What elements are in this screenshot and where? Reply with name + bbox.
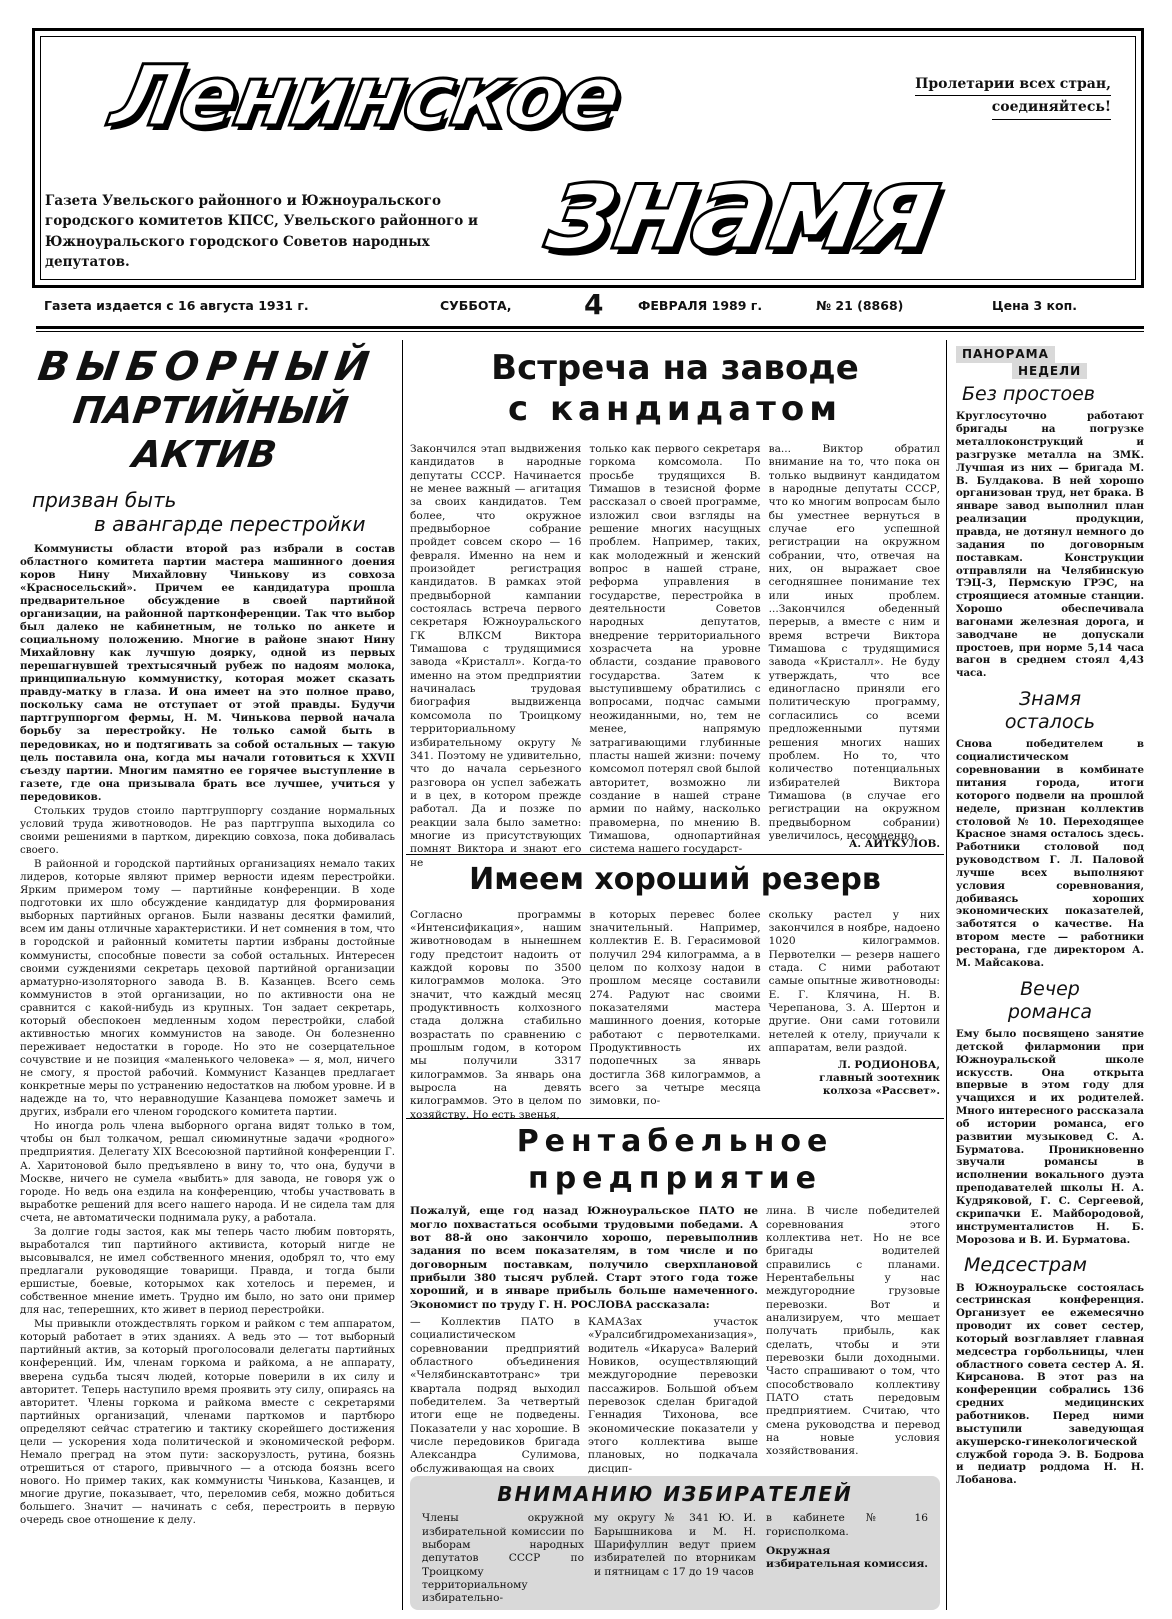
- rentabelnoe-subcols: [410, 1316, 758, 1476]
- aktiv-paragraph: Но иногда роль члена выборного органа видят только в том, чтобы он был толкачом, решал сиюминутные задачи «родного» предприятия. Делегату XIX Всесоюзной партийной конференции Г. А. Харитоновой было предъявлено в вину то, что она, будучи в Москве, ничего не сумела «выбить» для завода, не говоря уж о городе. Но ведь она ездила на конференцию, чтобы участвовать в выработке решений для всего нашего народа. И не сидела там для счета, не автоматически поднимала руку, а работала.: [20, 1120, 395, 1224]
- column-divider: [402, 340, 403, 1610]
- notice-col3: в кабинете № 16 горисполкома.: [766, 1512, 928, 1538]
- dateline: [44, 288, 1134, 321]
- slogan: [915, 73, 1111, 120]
- vstrecha-title-line2: с кандидатом: [507, 389, 843, 430]
- panorama-s1-text: Круглосуточно работают бригады на погрузке металлоконструкций и разгрузке металла на ЗМК. Лучшая из них — бригада М. В. Булдакова. В ней хорошо организован труд, нет брака. В январе завод выполнил план реализации продукции, правда, не дотянул немного до задания по договорным поставкам. Конструкции отправляли на Челябинскую ТЭЦ-3, Пермскую ГРЭС, на строящиеся атомные станции. Хорошо обеспечивала вагонами железная дорога, и заводчане не допускали простоев, при норме 5,14 часа вагон в среднем стоял 4,43 часа.: [956, 410, 1144, 680]
- rentabelnoe-col2: КАМАЗах участок «Уралсибгидромеханизация», водитель «Икаруса» Валерий Новиков, осуществляющий междугородние перевозки пассажиров. Большой объем перевозок сделан бригадой Геннадия Тихонова, все экономические показатели у этого коллектива выше плановых, но подкачала дисцип-: [588, 1315, 758, 1475]
- month-year: ФЕВРАЛЯ 1989 г.: [638, 298, 763, 313]
- notice-col1: Члены окружной избирательной комиссии по выборам народных депутатов СССР по Троицкому территориальному избирательно-: [422, 1512, 584, 1605]
- panorama-label: ПАНОРАМА: [956, 346, 1055, 363]
- aktiv-paragraph: Коммунисты области второй раз избрали в состав областного комитета партии мастера машинного доения коров Нину Михайловну Чинькову из совхоза «Красносельский». Причем ее кандидатура прошла предварительное обсуждение в своей партийной организации, на районной партконференции. Так что выбор был далеко не кабинетным, не только по анкете и социальному положению. Многие в районе знают Нину Михайловну как лучшую доярку, одной из первых перешагнувшей трехтысячный рубеж по надоям молока, принципиальную коммунистку, которая может сказать правду-матку в глаза. И она имеет на это полное право, поскольку сама не отступает от этой правды. Будучи партгруппоргом фермы, Н. М. Чинькова первой начала борьбу за перестройку. Не только самой быть в передовиках, но и подтягивать за собой остальных — такую цель поставила она, когда мы начали готовиться к XXVII съезду партии. Многим памятно ее горячее выступление в газете, где она призывала брать все лучшее, учиться у передовиков.: [20, 542, 395, 803]
- column-divider: [946, 340, 947, 1610]
- aktiv-paragraph: За долгие годы застоя, как мы теперь часто любим повторять, выработался тип партийного активиста, который нигде не высовывался, не имел собственного мнения, одобрял то, что ему предлагали руководящие товарищи. Правда, и тогда были ершистые, боевые, которымох как хотелось и перемен, и собственное мнение иметь. Трудно им было, но зато они пример для нас, теперешних, кто живет в период перестройки.: [20, 1225, 395, 1317]
- rentabelnoe-lead: Пожалуй, еще год назад Южноуральское ПАТО не могло похвастаться особыми трудовыми победами. А вот 88-й оно закончило хорошо, перевыполнив задания по всем показателям, в том числе и по договорным поставкам, получило сверхплановой прибыли 380 тысяч рублей. Старт этого года тоже хороший, и в январе прибыль больше намеченного. Экономист по труду Г. Н. РОСЛОВА рассказала:: [410, 1205, 758, 1311]
- weekday: СУББОТА,: [440, 298, 512, 313]
- header-rule: [36, 326, 1144, 329]
- vstrecha-signature: А. АИТКУЛОВ.: [848, 837, 940, 850]
- panorama-s1-title: Без простоев: [962, 383, 1095, 406]
- day-number: 4: [584, 288, 604, 321]
- panorama-s2-title-line2: осталось: [1004, 711, 1096, 734]
- panorama-column: [956, 346, 1144, 1612]
- issue-number: № 21 (8868): [816, 298, 904, 313]
- vstrecha-col2: только как первого секретаря горкома комсомола. По просьбе трудящихся В. Тимашов в тезисной форме рассказал о своей программе, изложил свои взгляды на решение многих насущных проблем. Например, таких, как молодежный и женский вопрос в нашей стране, реформа управления в государстве, перестройка в деятельности Советов народных депутатов, внедрение территориального хозрасчета на уровне области, создание правового государства. Затем к выступившему обратились с вопросами, подчас самыми неожиданными, но, тем не менее, напрямую затрагивающими глубинные пласты нашей жизни: почему комсомол потерял свой былой авторитет, возможно ли создание в нашей стране армии по найму, насколько правомерна, по мнению В. Тимашова, однопартийная система нашего государст-: [589, 442, 761, 856]
- notice-signature: Окружная избирательная комиссия.: [766, 1545, 928, 1571]
- vstrecha-title-line1: Встреча на заводе: [491, 348, 859, 388]
- notice-box: [410, 1476, 940, 1610]
- rezerv-col3: скольку растел у них закончился в ноябре, надоено 1020 килограммов. Первотелки — резерв нашего стада. С ними работают самые опытные животноводы: Е. Г. Клячина, Н. В. Черепанова, З. А. Шертон и другие. Они сами готовили нетелей к отелу, приучали к аппаратам, вели раздой.: [768, 908, 940, 1055]
- rentabelnoe-body: [410, 1205, 940, 1483]
- rezerv-col3-wrap: [769, 909, 940, 1121]
- masthead: [32, 28, 1144, 288]
- section-rule: [406, 854, 944, 855]
- vstrecha-col3: ва... Виктор обратил внимание на то, что пока он только выдвинут кандидатом в народные депутаты СССР, что ко многим вопросам было бы уместнее вернуться в случае его успешной регистрации на окружном собрании, что, отвечая на них, он выражает свое сегодняшнее понимание тех или иных проблем. ...Закончился обеденный перерыв, а вместе с ним и время встречи Виктора Тимашова с трудящимися завода «Кристалл». Не буду утверждать, что все единогласно приняли его политическую программу, согласились со всеми предложенными путями решения многих наших проблем. Но то, что количество потенциальных избирателей Виктора Тимашова (в случае его регистрации на окружном предвыборном собрании) увеличилось, несомненно.: [768, 442, 940, 842]
- rezerv-col1: Согласно программы «Интенсификация», нашим животноводам в нынешнем году предстоит надоить от каждой коровы по 3500 килограммов молока. Это значит, что каждый месяц продуктивность колхозного стада должна стабильно возрастать по сравнению с прошлым годом, в котором мы получили 3317 килограммов. За январь она выросла на девять килограммов. Это в целом по хозяйству. Но есть звенья,: [410, 908, 582, 1121]
- slogan-line1: Пролетарии всех стран,: [915, 73, 1111, 96]
- notice-col2: му округу № 341 Ю. И. Барышникова и М. Н. Шарифуллин ведут прием избирателей по вторникам и пятницам с 17 до 19 часов: [594, 1512, 756, 1578]
- rezerv-signature-name: Л. РОДИОНОВА,: [837, 1059, 940, 1072]
- panorama-s4-text: В Южноуральске состоялась сестринская конференция. Организует ее ежемесячно проводит их совет сестер, который возглавляет главная медсестра горбольницы, член областного совета сестер А. Я. Кирсанова. В этот раз на конференции собрались 136 средних медицинских работников. Перед ними выступили заведующая акушерско-гинекологической службой города Э. В. Бодрова и педиатр роддома Н. Н. Лобанова.: [956, 1281, 1144, 1487]
- aktiv-subtitle-line1: призван быть: [32, 487, 177, 512]
- panorama-label-week: НЕДЕЛИ: [1012, 363, 1087, 380]
- rentabelnoe-title-line1: Рентабельное: [516, 1124, 834, 1159]
- section-rule: [406, 1118, 944, 1119]
- rezerv-col2: в которых перевес более значительный. Например, коллектив Е. В. Герасимовой получил 294 килограмма, а в целом по колхозу надои в прошлом месяце составили 274. Радуют нас своими показателями мастера машинного доения, которые работают с первотелками. Продуктивность их подопечных за январь достигла 368 килограммов, а всего за четыре месяца зимовки, по-: [589, 908, 761, 1108]
- rezerv-title: Имеем хороший резерв: [469, 862, 881, 897]
- rentabelnoe-col1: — Коллектив ПАТО в социалистическом соревновании предприятий областного объединения «Челябинскавтотранс» три квартала подряд выходил победителем. За четвертый итоги еще не подведены. Показатели у нас хорошие. В числе передовиков бригада Александра Сулимова, обслуживающая на своих: [410, 1315, 580, 1475]
- article-rentabelnoe: [410, 1124, 940, 1483]
- rezerv-columns: [410, 909, 940, 1121]
- rentabelnoe-left-block: [410, 1205, 758, 1483]
- article-aktiv: [20, 345, 395, 1528]
- aktiv-body: [20, 543, 395, 1528]
- panorama-s2-title-line1: Знамя: [1018, 688, 1081, 711]
- newspaper-title-line2: знамя: [538, 138, 950, 276]
- founded-text: Газета издается с 16 августа 1931 г.: [44, 298, 309, 313]
- panorama-s2-text: Снова победителем в социалистическом соревновании в комбинате питания города, итоги которого подвели на прошлой неделе, признан коллектив столовой № 10. Переходящее Красное знамя осталось здесь. Работники столовой под руководством Г. Л. Паловой лучше всех выполняют условия соревнования, добиваясь хороших экономических показателей, заботятся о качестве. На втором месте — работники ресторана, где директором А. М. Майсакова.: [956, 738, 1144, 969]
- aktiv-paragraph: Мы привыкли отождествлять горком и райком с тем аппаратом, который работает в этих зданиях. А ведь это — тот выборный партийный актив, за который проголосовали делегаты партийных конференций. Им, членам горкома и райкома, а не аппарату, вверена судьба тысяч людей, которые поверили в их силу и авторитет. Теперь наступило время проявить эту силу, опираясь на авторитет. Члены горкома и райкома вместе с секретарями партийных организаций, членами парткомов и партбюро определяют сейчас стратегию и тактику скорейшего достижения цели — ускорения хода политической и экономической реформ. Немало преград на этом пути: заскорузлость, рутина, боязнь отрешиться от старого, привычного — а отсюда боязнь всего нового. Но пример таких, как коммунисты Чинькова, Казанцев, и многие другие, показывает, что, переломив себя, можно добиться большего. Значит — начинать с себя, перестроить в первую очередь свое отношение к делу.: [20, 1318, 395, 1527]
- rezerv-signature-role: главный зоотехник колхоза «Рассвет».: [819, 1072, 940, 1097]
- price: Цена 3 коп.: [992, 298, 1078, 313]
- header-rule-thin: [36, 331, 1144, 332]
- newspaper-title-line1: Ленинское: [104, 47, 627, 145]
- aktiv-title-line2: ПАРТИЙНЫЙ АКТИВ: [70, 389, 351, 477]
- slogan-line2: соединяйтесь!: [992, 96, 1111, 119]
- rentabelnoe-title-line2: предприятие: [527, 1160, 823, 1196]
- aktiv-title-line1: ВЫБОРНЫЙ: [35, 344, 380, 390]
- aktiv-paragraph: Стольких трудов стоило партгруппоргу создание нормальных условий труда животноводов. Не раз партгруппа выходила со своими решениями в партком, дирекцию совхоза, пока добивалась своего.: [20, 804, 395, 856]
- notice-title: ВНИМАНИЮ ИЗБИРАТЕЛЕЙ: [497, 1482, 853, 1506]
- aktiv-subtitle-line2: в авангарде перестройки: [94, 512, 366, 537]
- panorama-s3-title-line2: романса: [1007, 1000, 1093, 1023]
- notice-columns: [422, 1512, 928, 1605]
- panorama-s3-title-line1: Вечер: [1020, 977, 1080, 1000]
- panorama-s3-text: Ему было посвящено занятие детской филармонии при Южноуральской школе искусств. Она открыта впервые в этом году для учащихся и их родителей. Много интересного рассказала об истории романса, его развитии музыковед С. А. Бурматова. Проникновенно звучали романсы в исполнении вокального дуэта преподавателей школы Н. А. Кудряковой, Г. С. Сергеевой, скрипачки Е. Майбородовой, инструменталистов Н. Б. Морозова и В. И. Бурматова.: [956, 1028, 1144, 1246]
- aktiv-paragraph: В районной и городской партийных организациях немало таких лидеров, которые являют пример верности идеям перестройки. Ярким примером тому — партийные конференции. В ходе подготовки их шло обсуждение кандидатур для формирования выборных партийных органов. Были названы десятки фамилий, всем им даны отличные характеристики. И нет сомнения в том, что в городской и районный комитеты партии избраны достойные коммунисты, способные повести за собой остальных. Интересен своими суждениями секретарь цеховой партийной организации арматурно-изоляторного завода В. В. Казанцев. Всего семь коммунистов в этой организации, но по активности она не сравнится с какой-нибудь из крупных. Тон задает секретарь, который обеспокоен медленным ходом перестройки, слабой активностью многих коммунистов на заводе. Он болезненно переживает недостатки в городе. Но это не созерцательное сочувствие и не позиция «маленького человека» — я, мол, ничего не смогу, я простой рабочий. Коммунист Казанцев предлагает конкретные меры по устранению недостатков на любом уровне. И в надежде на то, что неравнодушие Казанцева поможет замечь и других, избрали его членом городского комитета партии.: [20, 858, 395, 1119]
- rentabelnoe-col3: лина. В числе победителей соревнования этого коллектива нет. Но не все бригады водителей справились с планами. Нерентабельны у нас междугородние грузовые перевозки. Вот и анализируем, что мешает получать прибыль, как сделать, чтобы и эти перевозки были доходными. Часто спрашивают о том, что способствовало коллективу ПАТО стать передовым предприятием. Считаю, что смена руководства и перевод на новые условия хозяйствования.: [766, 1205, 940, 1458]
- article-vstrecha: [410, 348, 940, 869]
- panorama-s4-title: Медсестрам: [964, 1254, 1087, 1277]
- vstrecha-col1: Закончился этап выдвижения кандидатов в народные депутаты СССР. Начинается не менее важный — агитация за своих кандидатов. Тем более, что окружное предвыборное собрание пройдет совсем скоро — 16 февраля. Именно на нем и произойдет регистрация кандидатов. В рамках этой предвыборной кампании состоялась встреча первого секретаря Южноуральского ГК ВЛКСМ Виктора Тимашова с трудящимися завода «Кристалл». Когда-то именно на этом предприятии начиналась трудовая биография выдвиженца комсомола по Троицкому территориальному избирательному округу № 341. Поэтому не удивительно, что до начала серьезного разговора он успел забежать и в цех, в котором прежде работал. Да и позже по реакции зала было заметно: многие из присутствующих помнят Виктора и знают его не: [410, 442, 582, 869]
- notice-col3-wrap: [766, 1512, 928, 1605]
- publisher-info: Газета Увельского районного и Южноуральского городского комитетов КПСС, Увельского районного и Южноуральского городского Советов народных депутатов.: [45, 193, 479, 270]
- article-rezerv: [410, 862, 940, 1121]
